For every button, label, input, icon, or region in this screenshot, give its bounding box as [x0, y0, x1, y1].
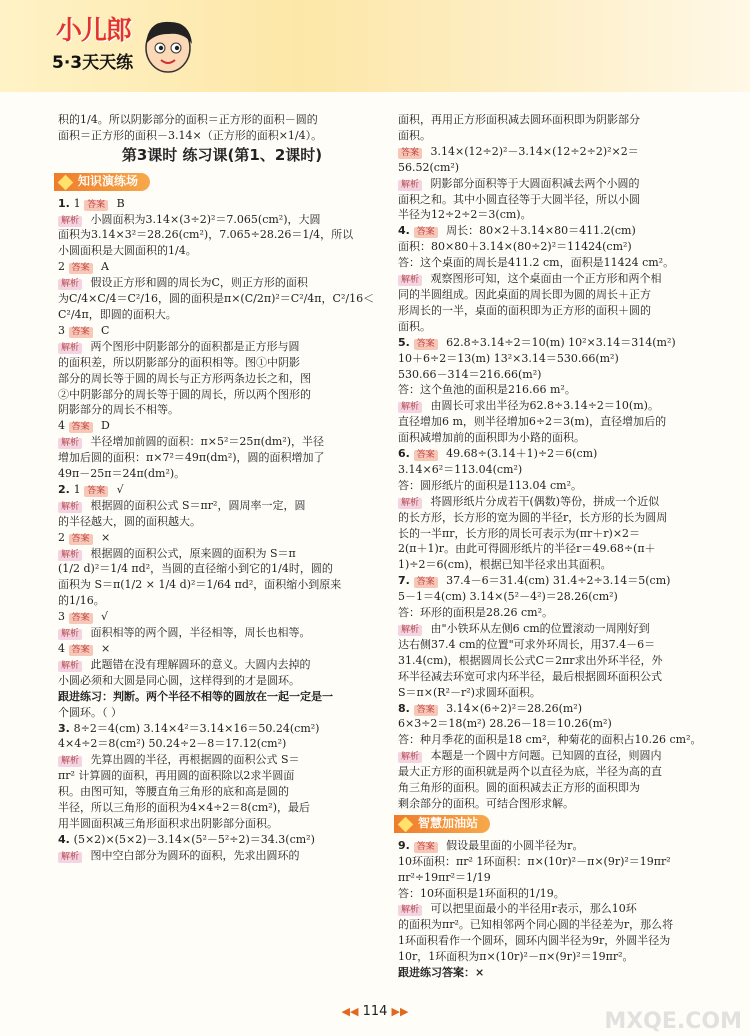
- text-line: C²/4π，即圆的面积大。: [58, 307, 177, 321]
- text-line: (1/2 d)²＝1/4 πd²，当圆的直径缩小到它的1/4时，圆的: [58, 562, 333, 576]
- watermark: MXQE.COM: [604, 1009, 742, 1034]
- text-line: 答：环形的面积是28.26 cm²。: [398, 606, 553, 620]
- section-header-practice: 知识演练场: [54, 173, 150, 191]
- text-line: 5－1＝4(cm) 3.14×(5²－4²)＝28.26(cm²): [398, 590, 618, 604]
- text-line: 长的一半πr，长方形的周长可表示为(πr＋r)×2＝: [398, 526, 641, 540]
- text-line: 解析 观察图形可知，这个桌面由一个正方形和两个相: [398, 271, 720, 287]
- text-line: 积。由图可知，等腰直角三角形的底和高是圆的: [58, 785, 289, 799]
- text-line: 解析 此题错在没有理解圆环的意义。大圆内去掉的: [58, 657, 386, 673]
- text-line: 解析 半径增加前圆的面积：π×5²＝25π(dm²)，半径: [58, 434, 386, 450]
- text-line: 面积为3.14×3²＝28.26(cm²)，7.065÷28.26＝1/4，所以: [58, 228, 354, 242]
- text-line: 10＋6÷2＝13(m) 13²×3.14＝530.66(m²): [398, 351, 619, 365]
- text-line: 面积：80×80＋3.14×(80÷2)²＝11424(cm²): [398, 240, 632, 254]
- text-line: 解析 可以把里面最小的半径用r表示，那么10环: [398, 901, 720, 917]
- text-line: 面积＝正方形的面积－3.14×（正方形的面积×1/4）。: [58, 128, 323, 142]
- logo-title: 小儿郎: [56, 16, 132, 46]
- text-line: 解析 假设正方形和圆的周长为C，则正方形的面积: [58, 275, 386, 291]
- text-line: 1环面积看作一个圆环，圆环内圆半径为9r，外圆半径为: [398, 934, 671, 948]
- text-line: 3 答案 C: [58, 323, 110, 337]
- text-line: 为C/4×C/4＝C²/16，圆的面积是π×(C/2π)²＝C²/4π，C²/16＜: [58, 292, 375, 306]
- text-line: 小圆必须和大圆是同心圆，这样得到的才是圆环。: [58, 673, 300, 687]
- text-line: 跟进练习答案：×: [398, 966, 485, 980]
- text-line: 解析 阴影部分面积等于大圆面积减去两个小圆的: [398, 176, 720, 192]
- text-line: 答案 3.14×(12÷2)²－3.14×(12÷2÷2)²×2＝: [398, 144, 720, 160]
- text-line: 6×3÷2＝18(m²) 28.26－18＝10.26(m²): [398, 717, 612, 731]
- text-line: 角三角形的面积。圆的面积减去正方形的面积即为: [398, 781, 640, 795]
- text-line: 答：这个鱼池的面积是216.66 m²。: [398, 383, 576, 397]
- text-line: 3. 8÷2＝4(cm) 3.14×4²＝3.14×16＝50.24(cm²): [58, 721, 320, 735]
- text-line: 半径为12÷2÷2＝3(cm)。: [398, 208, 532, 222]
- text-line: πr²÷19πr²＝1/19: [398, 870, 491, 884]
- text-line: 解析 由"小铁环从左侧6 cm的位置滚动一周刚好到: [398, 621, 720, 637]
- lesson-title: 第3课时 练习课(第1、2课时): [121, 145, 323, 164]
- text-line: 5. 答案 62.8÷3.14÷2＝10(m) 10²×3.14＝314(m²): [398, 335, 676, 349]
- text-line: 解析 两个图形中阴影部分的面积都是正方形与圆: [58, 339, 386, 355]
- text-line: 10r，1环面积为π×(10r)²－π×(9r)²＝19πr²。: [398, 950, 634, 964]
- text-line: 2. 1 答案 √: [58, 482, 124, 496]
- text-line: 的1/16。: [58, 594, 105, 608]
- text-line: 的长方形，长方形的宽为圆的半径r，长方形的长为圆周: [398, 510, 668, 524]
- text-line: 积的1/4。所以阴影部分的面积＝正方形的面积－圆的: [58, 113, 318, 126]
- text-line: 解析 由圆长可求出半径为62.8÷3.14÷2＝10(m)。: [398, 398, 720, 414]
- text-line: 面积为 S＝π(1/2 × 1/4 d)²＝1/64 πd²，面积缩小到原来: [58, 578, 342, 592]
- text-line: 4. 答案 周长：80×2＋3.14×80＝411.2(cm): [398, 224, 636, 238]
- text-line: 个圆环。（ ）: [58, 705, 122, 719]
- text-line: 4. (5×2)×(5×2)－3.14×(5²－5²÷2)＝34.3(cm²): [58, 832, 315, 846]
- text-line: 环半径减去环宽可求内环半径，最后根据圆环面积公式: [398, 669, 662, 683]
- text-line: 7. 答案 37.4－6＝31.4(cm) 31.4÷2÷3.14＝5(cm): [398, 574, 671, 588]
- text-line: 8. 答案 3.14×(6÷2)²＝28.26(m²): [398, 701, 583, 715]
- text-line: S＝π×(R²－r²)求圆环面积。: [398, 685, 541, 699]
- text-line: 9. 答案 假设最里面的小圆半径为r。: [398, 838, 584, 852]
- text-line: 解析 面积相等的两个圆，半径相等，周长也相等。: [58, 625, 386, 641]
- text-line: 形周长的一半，桌面的面积即为正方形的面积＋圆的: [398, 303, 651, 317]
- cartoon-boy-icon: [138, 14, 198, 80]
- text-line: 2(π＋1)r。由此可得圆形纸片的半径r＝49.68÷(π＋: [398, 542, 656, 556]
- text-line: 增加后圆的面积：π×7²＝49π(dm²)，圆的面积增加了: [58, 451, 325, 465]
- text-line: 解析 根据圆的面积公式 S＝πr²，圆周率一定，圆: [58, 498, 386, 514]
- text-line: 6. 答案 49.68÷(3.14＋1)÷2＝6(cm): [398, 447, 598, 461]
- text-line: 2 答案 ×: [58, 530, 111, 544]
- text-line: 49π－25π＝24π(dm²)。: [58, 467, 186, 481]
- section-header-challenge: 智慧加油站: [394, 815, 490, 833]
- text-line: 解析 本题是一个圆中方问题。已知圆的直径，则圆内: [398, 748, 720, 764]
- text-line: 阴影部分的周长不相等。: [58, 403, 179, 417]
- text-line: 的半径越大，圆的面积越大。: [58, 514, 201, 528]
- text-line: ②中阴影部分的周长等于圆的周长，所以两个图形的: [58, 387, 311, 401]
- text-line: 1. 1 答案 B: [58, 196, 125, 210]
- text-line: 解析 小圆面积为3.14×(3÷2)²＝7.065(cm²)，大圆: [58, 212, 386, 228]
- text-line: 的面积为πr²。已知相邻两个同心圆的半径差为r，那么将: [398, 918, 674, 932]
- text-line: 解析 根据圆的面积公式，原来圆的面积为 S＝π: [58, 546, 386, 562]
- text-line: 3.14×6²＝113.04(cm²): [398, 462, 523, 476]
- text-line: 4×4÷2＝8(cm²) 50.24÷2－8＝17.12(cm²): [58, 737, 287, 751]
- text-line: 2 答案 A: [58, 260, 109, 274]
- right-column: [398, 112, 720, 981]
- text-line: 解析 先算出圆的半径，再根据圆的面积公式 S＝: [58, 752, 386, 768]
- text-line: 面积之和。其中小圆直径等于大圆半径，所以小圆: [398, 192, 640, 206]
- text-line: 面积减增加前的面积即为小路的面积。: [398, 431, 585, 445]
- prev-arrows-icon: ◀◀: [341, 1005, 359, 1018]
- text-line: 答：这个桌面的周长是411.2 cm，面积是11424 cm²。: [398, 256, 675, 270]
- text-line: 小圆面积是大圆面积的1/4。: [58, 244, 197, 258]
- next-arrows-icon: ▶▶: [391, 1005, 409, 1018]
- text-line: 4 答案 D: [58, 419, 110, 433]
- text-line: 达右侧37.4 cm的位置"可求外环周长，用37.4－6＝: [398, 637, 656, 651]
- text-line: 530.66－314＝216.66(m²): [398, 367, 542, 381]
- text-line: 跟进练习：判断。两个半径不相等的圆放在一起一定是一: [58, 689, 333, 703]
- text-line: 用半圆面积减三角形面积求出阴影部分面积。: [58, 816, 278, 830]
- text-line: 最大正方形的面积就是两个以直径为底，半径为高的直: [398, 765, 662, 779]
- logo-subtitle: 5·3天天练: [52, 53, 134, 73]
- text-line: 1)÷2＝6(cm)，根据已知半径求出其面积。: [398, 558, 612, 572]
- text-line: πr² 计算圆的面积，再用圆的面积除以2求半圆面: [58, 769, 295, 783]
- text-line: 剩余部分的面积。可结合图形求解。: [398, 796, 574, 810]
- text-line: 解析 将圆形纸片分成若干(偶数)等份，拼成一个近似: [398, 494, 720, 510]
- text-line: 部分的周长等于圆的周长与正方形两条边长之和，图: [58, 371, 311, 385]
- text-line: 的面积差，所以阴影部分的面积相等。图①中阴影: [58, 355, 300, 369]
- left-column: [58, 112, 386, 864]
- page-number: 114: [362, 1004, 388, 1019]
- logo: [38, 10, 188, 80]
- text-line: 解析 图中空白部分为圆环的面积，先求出圆环的: [58, 848, 386, 864]
- text-line: 答：圆形纸片的面积是113.04 cm²。: [398, 478, 582, 492]
- text-line: 4 答案 ×: [58, 642, 111, 655]
- text-line: 3 答案 √: [58, 610, 109, 624]
- text-line: 56.52(cm²): [398, 160, 460, 174]
- text-line: 答：种月季花的面积是18 cm²，种菊花的面积占10.26 cm²。: [398, 733, 702, 747]
- text-line: 面积。: [398, 128, 431, 142]
- text-line: 半径，所以三角形的面积为4×4÷2＝8(cm²)，最后: [58, 801, 311, 815]
- text-line: 答：10环面积是1环面积的1/19。: [398, 886, 565, 900]
- text-line: 31.4(cm)，根据圆周长公式C＝2πr求出外环半径，外: [398, 653, 663, 667]
- text-line: 同的半圆组成。因此桌面的周长即为圆的周长＋正方: [398, 287, 651, 301]
- text-line: 面积，再用正方形面积减去圆环面积即为阴影部分: [398, 113, 640, 126]
- text-line: 面积。: [398, 319, 431, 333]
- text-line: 直径增加6 m，则半径增加6÷2＝3(m)，直径增加后的: [398, 415, 667, 429]
- text-line: 10环面积：πr² 1环面积：π×(10r)²－π×(9r)²＝19πr²: [398, 854, 671, 868]
